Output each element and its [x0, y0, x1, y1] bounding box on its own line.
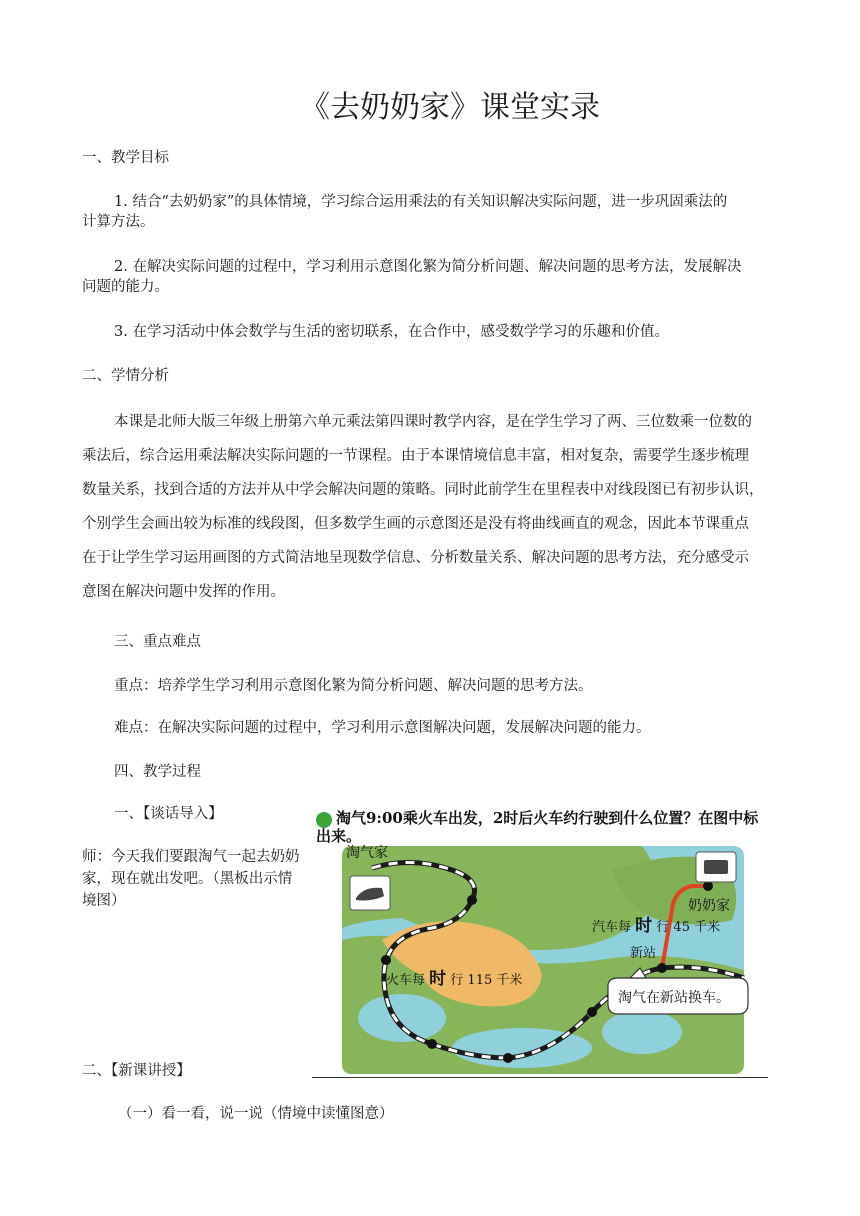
goal-item-2-line1: 2. 在解决实际问题的过程中，学习利用示意图化繁为简分析问题、解决问题的思考方法，发展解决 — [114, 259, 742, 275]
goal-item-1-line1: 1. 结合“去奶奶家”的具体情境，学习综合运用乘法的有关知识解决实际问题，进一步巩固乘法的 — [114, 194, 728, 210]
goal-item-2 — [82, 257, 782, 297]
teacher-intro-line: 境图） — [82, 893, 126, 909]
analysis-line: 数量关系，找到合适的方法并从中学会解决问题的策略。同时此前学生在里程表中对线段图已有初步认识， — [82, 482, 764, 498]
figure-bottom-rule — [312, 1077, 768, 1078]
analysis-line: 乘法后，综合运用乘法解决实际问题的一节课程。由于本课情境信息丰富，相对复杂，需要学生逐步梳理 — [82, 448, 749, 464]
bullet-icon — [316, 812, 332, 828]
grandma-home-label: 奶奶家 — [688, 898, 730, 914]
car-speed-prefix: 汽车每 — [592, 920, 632, 935]
station-dot — [427, 1039, 437, 1049]
analysis-paragraph — [82, 405, 782, 609]
lake — [358, 994, 446, 1042]
goal-item-1-line2: 计算方法。 — [82, 214, 155, 230]
key-point-text: 重点：培养学生学习利用示意图化繁为简分析问题、解决问题的思考方法。 — [114, 678, 593, 694]
callout-text: 淘气在新站换车。 — [618, 990, 730, 1006]
analysis-line: 意图在解决问题中发挥的作用。 — [82, 584, 285, 600]
difficulty-text: 难点：在解决实际问题的过程中，学习利用示意图解决问题，发展解决问题的能力。 — [114, 720, 651, 736]
teacher-intro-line: 家，现在就出发吧。（黑板出示情 — [82, 871, 293, 887]
teacher-intro — [82, 846, 312, 912]
analysis-line: 本课是北师大版三年级上册第六单元乘法第四课时教学内容，是在学生学习了两、三位数乘一位数的 — [114, 414, 752, 430]
goal-item-1 — [82, 192, 782, 232]
station-dot — [467, 895, 477, 905]
goal-item-3: 3. 在学习活动中体会数学与生活的密切联系，在合作中，感受数学学习的乐趣和价值。 — [114, 324, 669, 340]
situation-map-figure — [312, 800, 772, 1080]
page-title: 《去奶奶家》课堂实录 — [300, 90, 600, 125]
goal-item-2-line2: 问题的能力。 — [82, 279, 169, 295]
analysis-line: 个别学生会画出较为标准的线段图，但多数学生画的示意图还是没有将曲线画直的观念，因此本节课重点 — [82, 516, 749, 532]
car-speed-value: 行 45 千米 — [656, 920, 721, 935]
step2-heading: 二、【新课讲授】 — [82, 1063, 191, 1079]
new-station-dot — [657, 963, 667, 973]
section-heading-analysis: 二、学情分析 — [82, 368, 169, 384]
section-heading-key-points: 三、重点难点 — [114, 634, 201, 650]
train-speed-prefix: 火车每 — [386, 973, 426, 988]
question-line2: 出来。 — [316, 827, 362, 845]
new-station-label: 新站 — [630, 946, 657, 961]
lake — [602, 1010, 682, 1054]
analysis-line: 在于让学生学习运用画图的方式简洁地呈现数学信息、分析数量关系、解决问题的思考方法，充分感受示 — [82, 550, 749, 566]
home-label: 淘气家 — [346, 845, 388, 861]
section-heading-goals: 一、教学目标 — [82, 150, 169, 166]
step1-heading: 一、【谈话导入】 — [114, 806, 223, 822]
question-line1: 淘气9:00乘火车出发，2时后火车约行驶到什么位置？在图中标 — [336, 809, 759, 827]
teacher-intro-line: 师：今天我们要跟淘气一起去奶奶 — [82, 849, 300, 865]
station-dot — [381, 955, 391, 965]
car-speed-unit: 时 — [635, 916, 653, 936]
step2-subheading: （一）看一看，说一说（情境中读懂图意） — [118, 1106, 394, 1122]
station-dot — [503, 1053, 513, 1063]
bus-icon-shape — [704, 860, 728, 874]
section-heading-process: 四、教学过程 — [114, 764, 201, 780]
train-speed-value: 行 115 千米 — [450, 973, 523, 988]
train-speed-unit: 时 — [429, 969, 447, 989]
station-dot — [587, 1007, 597, 1017]
